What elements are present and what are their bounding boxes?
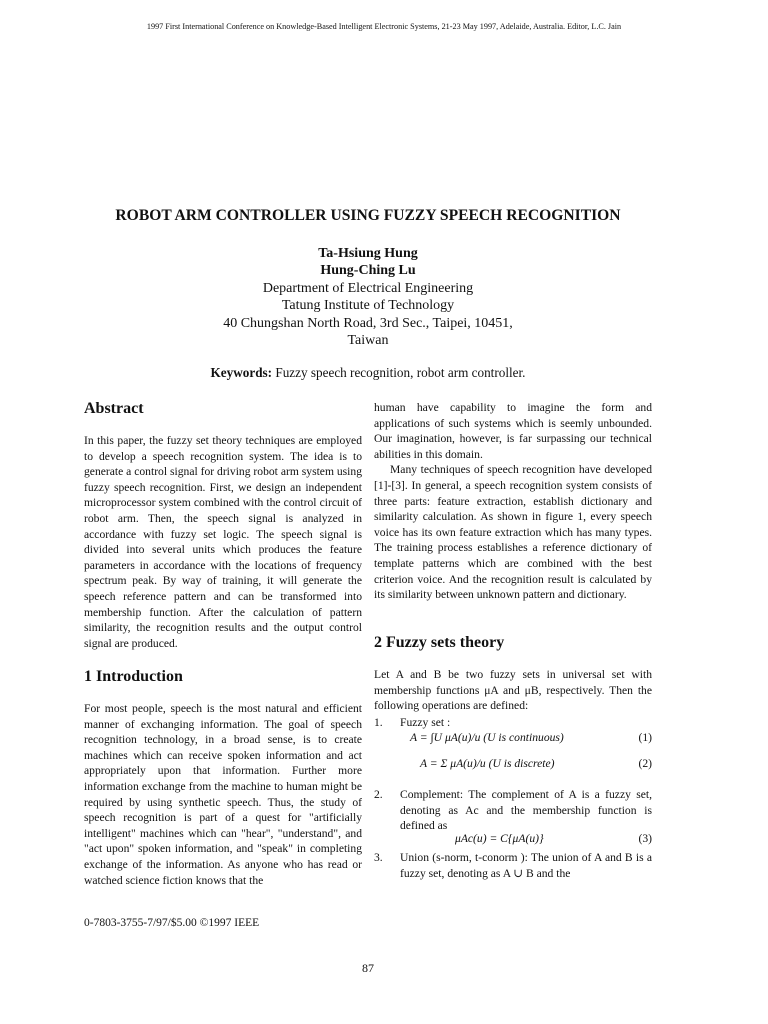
list-number: 1. bbox=[374, 716, 383, 729]
conference-header: 1997 First International Conference on Knowledge-Based Intelligent Electronic Systems, 21-23 May 1997, Adelaide, Australia. Editor, L.C. Jain bbox=[146, 22, 622, 31]
right-column-text bbox=[374, 400, 652, 603]
equation-1 bbox=[410, 731, 652, 744]
paragraph: Many techniques of speech recognition have developed [1]-[3]. In general, a speech recognition system consists of three parts: feature extraction, establish dictionary and similarity calculation. As shown in figure 1, every speech voice has its own feature extraction which has many types. The training process establishes a reference dictionary of template patterns which are combined with the best criterion voice. And the recognition result is calculated by its similarity between unknown pattern and dictionary. bbox=[374, 463, 652, 602]
keywords-label: Keywords: bbox=[210, 365, 273, 380]
list-item bbox=[374, 715, 652, 731]
list-text: Union (s-norm, t-conorm ): The union of A and B is a fuzzy set, denoting as A ∪ B and the bbox=[400, 851, 652, 880]
fuzzy-sets-intro bbox=[374, 667, 652, 714]
introduction-paragraph: For most people, speech is the most natural and efficient manner of exchanging information. The goal of speech recognition technology, in a broad sense, is to create machines which can receive spoken information and act appropriately upon that information. Further more information exchange from the machine to human might be required by using synthetic speech. Thus, the study of speech recognition is part of a quest for "artificially intelligent" machines which can "hear", "understand", and "act upon" spoken information, and "speak" in completing exchange of the information. As anyone who has read or watched science fiction knows that the bbox=[84, 702, 362, 887]
definition-list bbox=[374, 787, 652, 834]
abstract-body bbox=[84, 433, 362, 651]
keywords-text: Fuzzy speech recognition, robot arm controller. bbox=[275, 365, 526, 380]
copyright-code: 0-7803-3755-7/97/$5.00 ©1997 IEEE bbox=[84, 917, 260, 929]
affiliation-line: Tatung Institute of Technology bbox=[281, 298, 455, 314]
list-item bbox=[374, 850, 652, 881]
affiliation-line: Taiwan bbox=[347, 333, 389, 349]
equation-2 bbox=[420, 757, 652, 770]
abstract-paragraph: In this paper, the fuzzy set theory techniques are employed to develop a speech recognition system. The idea is to generate a control signal for driving robot arm system using fuzzy speech recognition. First, we design an independent microprocessor system combined with the control circuit of robot arm. Then, the speech signal is analyzed in accordance with fuzzy set logic. The speech signal is divided into several units which produces the feature parameters in accordance with the locations of frequency spectrum peak. By way of training, it will generate the speech reference pattern and can be transformed into membership function. After the calculation of pattern similarity, the recognition results and the output control signal are produced. bbox=[84, 434, 362, 650]
definition-list bbox=[374, 850, 652, 881]
author-name: Ta-Hsiung Hung bbox=[318, 246, 418, 261]
paper-title: ROBOT ARM CONTROLLER USING FUZZY SPEECH RECOGNITION bbox=[115, 207, 621, 224]
list-item bbox=[374, 787, 652, 834]
page-number: 87 bbox=[362, 961, 374, 975]
author-block bbox=[0, 245, 736, 349]
equation-number: (3) bbox=[638, 832, 652, 845]
equation-3 bbox=[455, 832, 652, 845]
equation-number: (2) bbox=[638, 757, 652, 770]
list-number: 2. bbox=[374, 788, 383, 801]
equation-text: μAc(u) = C{μA(u)} bbox=[455, 832, 544, 845]
list-number: 3. bbox=[374, 851, 383, 864]
equation-number: (1) bbox=[638, 731, 652, 744]
equation-text: A = ∫U μA(u)/u (U is continuous) bbox=[410, 731, 564, 744]
definition-list bbox=[374, 715, 652, 731]
keywords-line bbox=[0, 365, 736, 381]
paragraph: Let A and B be two fuzzy sets in universal set with membership functions μA and μB, respectively. Then the following operations are defined: bbox=[374, 668, 652, 713]
fuzzy-sets-heading: 2 Fuzzy sets theory bbox=[374, 634, 505, 651]
list-text: Fuzzy set : bbox=[400, 716, 451, 729]
list-text: Complement: The complement of A is a fuzzy set, denoting as Ac and the membership function is defined as bbox=[400, 788, 652, 833]
introduction-heading: 1 Introduction bbox=[84, 668, 183, 685]
affiliation-line: 40 Chungshan North Road, 3rd Sec., Taipei, 10451, bbox=[223, 315, 513, 331]
introduction-body bbox=[84, 701, 362, 888]
paragraph: human have capability to imagine the form and applications of such systems which is seemly unbounded. Our imagination, however, is far surpassing our technical abilities in this domain. bbox=[374, 401, 652, 461]
equation-text: A = Σ μA(u)/u (U is discrete) bbox=[420, 757, 555, 770]
affiliation-line: Department of Electrical Engineering bbox=[262, 280, 474, 296]
abstract-heading: Abstract bbox=[84, 400, 144, 417]
author-name: Hung-Ching Lu bbox=[320, 263, 416, 279]
